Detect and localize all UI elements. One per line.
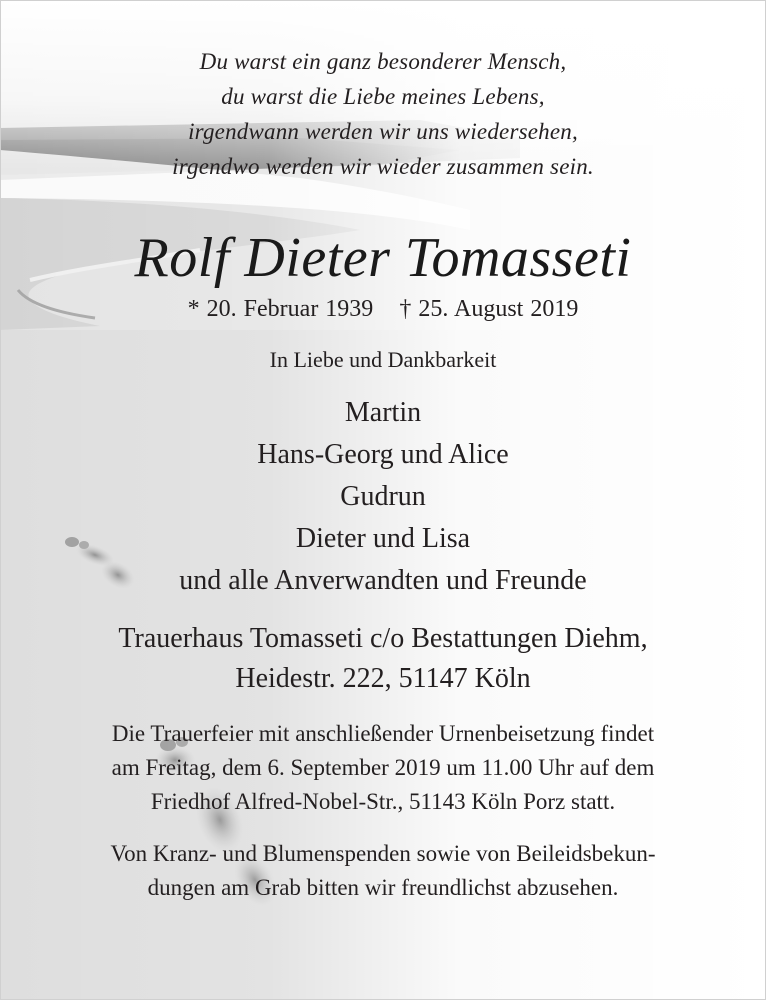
address-line: Heidestr. 222, 51147 Köln <box>235 663 531 694</box>
mourner: Gudrun <box>340 481 426 512</box>
verse-line: irgendwo werden wir wieder zusammen sein. <box>172 154 594 179</box>
mourner: Hans-Georg und Alice <box>257 439 509 470</box>
request-line: dungen am Grab bitten wir freundlichst abzusehen. <box>147 875 619 900</box>
memorial-verse <box>0 0 766 184</box>
life-dates <box>0 294 766 324</box>
death-date: † 25. August 2019 <box>399 296 579 322</box>
mourner: Martin <box>344 397 422 428</box>
funeral-service-info <box>0 717 766 819</box>
flowers-request <box>0 837 766 905</box>
address-line: Trauerhaus Tomasseti c/o Bestattungen Diehm, <box>118 623 648 654</box>
request-line: Von Kranz- und Blumenspenden sowie von Beileidsbekun- <box>110 841 656 866</box>
service-line: Friedhof Alfred-Nobel-Str., 51143 Köln Porz statt. <box>150 789 616 814</box>
dedication: In Liebe und Dankbarkeit <box>269 347 497 372</box>
verse-line: irgendwann werden wir uns wiedersehen, <box>188 119 578 144</box>
deceased-name: Rolf Dieter Tomasseti <box>134 227 632 289</box>
birth-date: * 20. Februar 1939 <box>187 296 374 322</box>
mourners-list <box>0 392 766 602</box>
service-line: am Freitag, dem 6. September 2019 um 11.00 Uhr auf dem <box>111 755 655 780</box>
mourner: Dieter und Lisa <box>295 523 471 554</box>
verse-line: Du warst ein ganz besonderer Mensch, <box>199 49 567 74</box>
service-line: Die Trauerfeier mit anschließender Urnenbeisetzung findet <box>111 721 655 746</box>
mourner: und alle Anverwandten und Freunde <box>179 565 587 596</box>
verse-line: du warst die Liebe meines Lebens, <box>221 84 545 109</box>
mourning-house-address <box>0 619 766 699</box>
